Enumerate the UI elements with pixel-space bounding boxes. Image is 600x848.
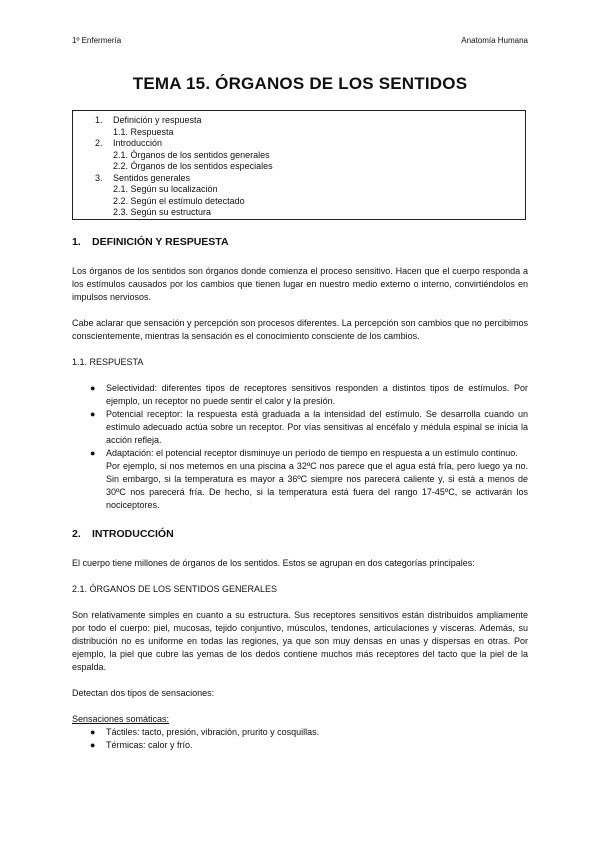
bullet-icon: ● [90,448,96,458]
toc-item [95,115,525,127]
section-heading [72,528,528,541]
subsection-heading: 2.1. ÓRGANOS DE LOS SENTIDOS GENERALES [72,584,278,594]
section-heading [72,236,528,249]
bullet-icon: ● [90,740,96,750]
list-item [72,726,528,739]
toc-subitem: 2.1. Según su localización [113,184,218,194]
list-item [72,739,528,752]
subsection-heading: 1.1. RESPUESTA [72,357,144,367]
toc-item-label: Definición y respuesta [113,115,202,125]
toc-subitem: 1.1. Respuesta [113,126,174,137]
bullet-icon: ● [90,409,96,419]
section-number: 2. [72,528,81,540]
list-item [72,382,528,408]
section-title: INTRODUCCIÓN [92,528,174,540]
header-subject: Anatomía Humana [461,36,528,45]
list-item-text: Táctiles: tacto, presión, vibración, prurito y cosquillas. [106,727,320,737]
toc-subitem: 2.2. Según el estímulo detectado [113,195,245,206]
underlined-label: Sensaciones somáticas: [72,714,170,724]
document-title: TEMA 15. ÓRGANOS DE LOS SENTIDOS [132,74,468,93]
bullet-icon: ● [90,727,96,737]
toc-item-number: 1. [95,115,103,125]
paragraph: Los órganos de los sentidos son órganos donde comienza el proceso sensitivo. Hacen que el cuerpo responda a los estímulos causados por los cambios que tienen lugar en nuestro medio externo o interno, convirtiéndolos en impulsos nerviosos. [72,266,528,302]
section-number: 1. [72,236,81,248]
list-item [72,447,528,512]
list-item-text: Adaptación: el potencial receptor disminuye un período de tiempo en respuesta a un estímulo continuo. [106,448,518,458]
page-header [72,36,528,48]
table-of-contents [72,110,526,220]
toc-subitem: 2.1. Órganos de los sentidos generales [113,149,270,160]
section-title: DEFINICIÓN Y RESPUESTA [92,236,229,248]
toc-item [95,173,525,185]
list-item-text: Térmicas: calor y frío. [106,740,193,750]
list-item-example: Por ejemplo, si nos metemos en una piscina a 32ºC nos parece que el agua está fría, pero luego ya no. Sin embargo, si la temperatura es mayor a 36ºC siempre nos parecerá caliente y, si está a menos de 30ºC nos parecerá fría. De hecho, si la temperatura está fuera del rango 17-45ºC, se activarán los nociceptores. [106,461,528,510]
toc-item-number: 2. [95,138,103,148]
list-item-text: Selectividad: diferentes tipos de receptores sensitivos responden a distintos tipos de estímulos. Por ejemplo, un receptor no puede sentir el calor y la presión. [106,383,528,406]
toc-item [95,138,525,150]
paragraph: Son relativamente simples en cuanto a su estructura. Sus receptores sensitivos están distribuidos ampliamente por todo el cuerpo: piel, mucosas, tejido conjuntivo, músculos, tendones, articulaciones y vísceras. Además, su distribución no es uniforme en todas las regiones, ya que son muy densas en unas y dispersas en otras. Por ejemplo, la piel que cubre las yemas de los dedos contiene muchos más receptores del tacto que la piel de la espalda. [72,610,528,672]
bullet-list [72,726,528,752]
bullet-icon: ● [90,383,96,393]
toc-subitem: 2.3. Según su estructura [113,207,212,217]
list-item-text: Potencial receptor: la respuesta está graduada a la intensidad del estímulo. Se desarrolla cuando un estímulo adecuado actúa sobre un receptor. Por vías sensitivas al encéfalo y médula espinal se inicia la acción refleja. [106,409,528,445]
paragraph: Cabe aclarar que sensación y percepción son procesos diferentes. La percepción son cambios que no percibimos conscientemente, mientras la sensación es el conocimiento consciente de los cambios. [72,318,528,341]
toc-item-label: Sentidos generales [113,172,191,183]
toc-item-number: 3. [95,172,103,183]
toc-subitem: 2.2. Órganos de los sentidos especiales [113,161,273,171]
header-course: 1º Enfermería [72,36,122,45]
paragraph: Detectan dos tipos de sensaciones: [72,688,215,698]
toc-item-label: Introducción [113,138,163,148]
bullet-list [72,382,528,512]
list-item [72,408,528,447]
paragraph: El cuerpo tiene millones de órganos de los sentidos. Estos se agrupan en dos categorías principales: [72,558,475,568]
document-body [72,236,528,752]
